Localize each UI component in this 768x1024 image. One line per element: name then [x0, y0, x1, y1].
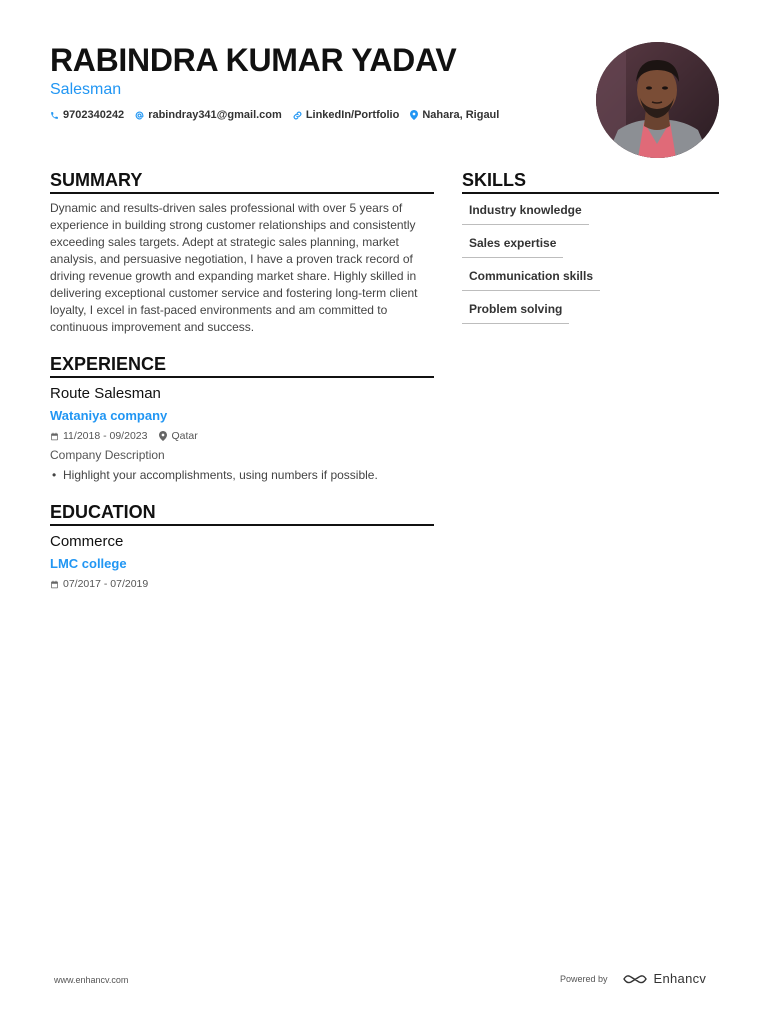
job-meta: [50, 428, 434, 444]
education-dates-text: 07/2017 - 07/2019: [63, 578, 149, 590]
skill-tag: Communication skills: [462, 266, 600, 291]
profile-photo: [596, 42, 719, 158]
summary-section: [50, 170, 434, 336]
contact-email[interactable]: [135, 109, 282, 121]
footer-branding: [560, 971, 706, 986]
location-text: Nahara, Rigaul: [422, 109, 500, 121]
contact-bar: [50, 109, 570, 121]
phone-text: 9702340242: [63, 109, 125, 121]
contact-phone[interactable]: [50, 109, 124, 121]
skills-section: [462, 170, 719, 332]
skill-tag: Industry knowledge: [462, 200, 589, 225]
candidate-title: Salesman: [50, 81, 122, 98]
education-meta: [50, 576, 434, 592]
link-text: LinkedIn/Portfolio: [305, 109, 400, 121]
calendar-icon: [50, 580, 59, 589]
location-pin-icon: [159, 431, 167, 441]
enhancv-logo[interactable]: [622, 971, 707, 986]
enhancv-brand-text: Enhancv: [653, 971, 707, 986]
bullet-text: Highlight your accomplishments, using numbers if possible.: [63, 468, 378, 482]
profile-photo-image: [596, 42, 719, 158]
right-column: [462, 170, 719, 332]
candidate-name: RABINDRA KUMAR YADAV: [50, 42, 457, 78]
company-description: Company Description: [50, 448, 165, 462]
job-location-text: Qatar: [171, 430, 198, 442]
calendar-icon: [50, 432, 59, 441]
experience-item: [50, 384, 434, 484]
summary-text: Dynamic and results-driven sales professional with over 5 years of experience in building strong customer relationships and consistently exceeding sales targets. Adept at strategic sales planning, market analysis, and persuasive negotiation, I have a proven track record of driving revenue growth and expanding market share. Highly skilled in delivering exceptional customer service and fostering long-term client loyalty, I excel in fast-paced environments and am committed to continuous improvement and success.: [50, 201, 418, 334]
skill-tag: Sales expertise: [462, 233, 563, 258]
school-name: LMC college: [50, 556, 127, 571]
left-column: [50, 170, 434, 592]
experience-heading: EXPERIENCE: [50, 354, 434, 378]
resume-header: [50, 42, 570, 121]
experience-section: [50, 354, 434, 484]
education-section: [50, 502, 434, 592]
powered-by-text: Powered by: [560, 973, 608, 984]
education-heading: EDUCATION: [50, 502, 434, 526]
bullet-dot: •: [52, 468, 57, 482]
link-icon: [293, 111, 302, 120]
skills-list: [462, 200, 719, 332]
at-icon: [135, 111, 144, 120]
enhancv-logo-icon: [622, 973, 648, 985]
company-name: Wataniya company: [50, 408, 168, 423]
skill-tag: Problem solving: [462, 299, 569, 324]
phone-icon: [50, 111, 59, 120]
skills-heading: SKILLS: [462, 170, 719, 194]
education-dates: [50, 576, 148, 592]
contact-location: [410, 109, 499, 121]
education-item: [50, 532, 434, 592]
job-dates: [50, 428, 147, 444]
degree-name: Commerce: [50, 533, 124, 550]
accomplishment-bullet: [50, 467, 434, 484]
location-pin-icon: [410, 110, 418, 120]
job-dates-text: 11/2018 - 09/2023: [63, 430, 148, 442]
email-text: rabindray341@gmail.com: [148, 109, 282, 121]
job-location: [159, 428, 197, 444]
summary-heading: SUMMARY: [50, 170, 434, 194]
contact-link[interactable]: [293, 109, 400, 121]
footer-website[interactable]: www.enhancv.com: [54, 975, 129, 985]
job-title: Route Salesman: [50, 385, 161, 402]
